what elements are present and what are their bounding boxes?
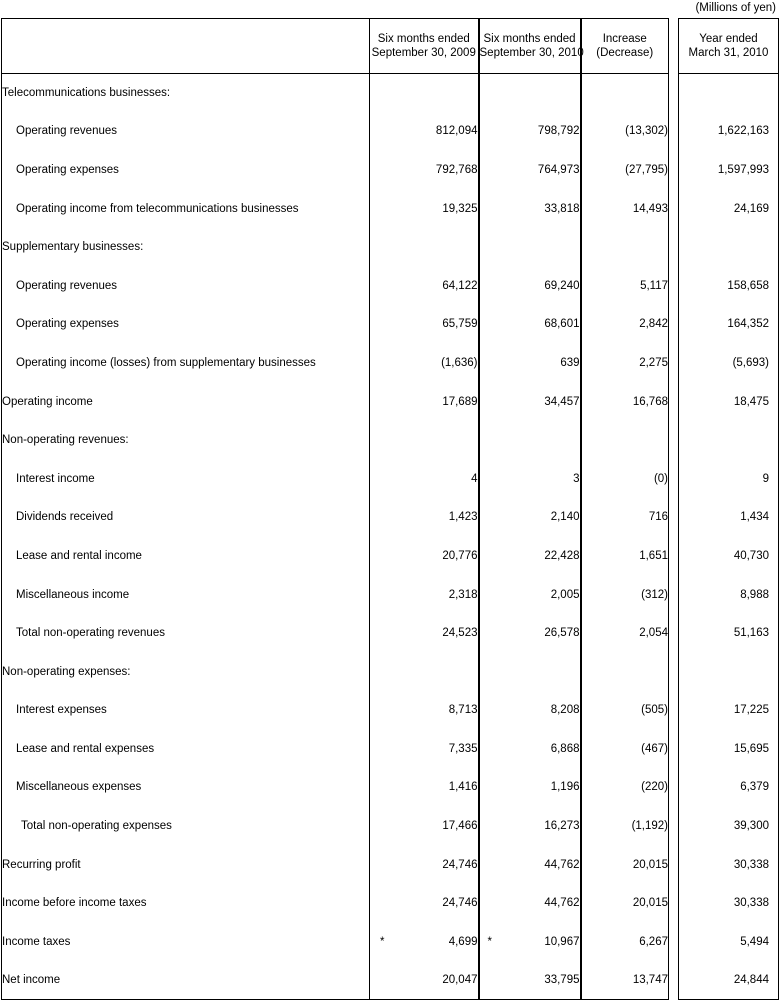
table-row (2, 228, 779, 267)
row-label (2, 305, 370, 344)
table-row (2, 691, 779, 730)
cell-year-ended-text: 30,338 (733, 858, 769, 871)
row-label (2, 768, 370, 807)
cell-increase-decrease (581, 305, 669, 344)
cell-h1-2010-text: 34,457 (544, 395, 580, 408)
row-label-text: Non-operating revenues: (2, 434, 129, 447)
cell-increase-decrease (581, 382, 669, 421)
cell-year-ended-text: 30,338 (733, 897, 769, 910)
cell-year-ended-text: 8,988 (740, 588, 769, 601)
cell-increase-decrease-text: 13,747 (632, 974, 668, 987)
table-row (2, 112, 779, 151)
row-label-text: Lease and rental expenses (16, 742, 155, 755)
cell-h1-2009 (370, 305, 479, 344)
cell-increase-decrease-text: (1,192) (631, 820, 668, 833)
cell-increase-decrease (581, 845, 669, 884)
cell-increase-decrease-text: 6,267 (639, 935, 668, 948)
cell-year-ended-text: 5,494 (740, 935, 769, 948)
cell-h1-2009-text: 7,335 (448, 742, 478, 755)
column-spacer (669, 344, 679, 383)
column-spacer (669, 459, 679, 498)
income-statement-table (1, 18, 779, 1000)
column-spacer (669, 923, 679, 962)
cell-increase-decrease (581, 344, 669, 383)
row-label-text: Operating expenses (16, 163, 119, 176)
cell-h1-2010 (479, 768, 581, 807)
column-spacer (669, 575, 679, 614)
cell-increase-decrease-text: (220) (641, 781, 668, 794)
cell-increase-decrease (581, 807, 669, 846)
cell-year-ended-text: 17,225 (733, 704, 769, 717)
cell-year-ended (679, 845, 779, 884)
row-label-text: Miscellaneous expenses (16, 781, 142, 794)
row-label-text: Operating income (2, 395, 93, 408)
footnote-asterisk: * (380, 935, 385, 948)
column-spacer (669, 74, 679, 113)
cell-increase-decrease (581, 575, 669, 614)
header-cell-label (2, 19, 370, 74)
cell-year-ended-text: 51,163 (733, 627, 769, 640)
cell-h1-2009 (370, 112, 479, 151)
cell-h1-2010-text: 22,428 (544, 549, 580, 562)
cell-h1-2009 (370, 189, 479, 228)
cell-h1-2009 (370, 730, 479, 769)
row-label-text: Operating revenues (16, 125, 118, 138)
cell-h1-2009-text: 65,759 (442, 318, 478, 331)
cell-h1-2010-text: 44,762 (544, 897, 580, 910)
table-row (2, 266, 779, 305)
cell-h1-2010-text: 10,967 (544, 935, 580, 948)
row-label (2, 382, 370, 421)
cell-increase-decrease-text: (27,795) (625, 163, 668, 176)
cell-increase-decrease-text: 20,015 (632, 897, 668, 910)
table-row (2, 74, 779, 113)
row-label-text: Income taxes (2, 935, 71, 948)
cell-h1-2009 (370, 652, 479, 691)
table-row (2, 807, 779, 846)
row-label-text: Total non-operating expenses (21, 820, 172, 833)
cell-increase-decrease (581, 112, 669, 151)
column-spacer (669, 151, 679, 190)
cell-increase-decrease-text: 2,275 (639, 356, 668, 369)
row-label-text: Recurring profit (2, 858, 81, 871)
cell-year-ended-text: 18,475 (733, 395, 769, 408)
cell-h1-2010-text: 33,795 (544, 974, 580, 987)
cell-year-ended-text: 1,622,163 (717, 125, 769, 138)
cell-h1-2009-text: 17,689 (442, 395, 478, 408)
header-line: September 30, 2010 (479, 47, 584, 59)
cell-h1-2009 (370, 884, 479, 923)
cell-h1-2009 (370, 266, 479, 305)
row-label (2, 459, 370, 498)
cell-h1-2010 (479, 74, 581, 113)
table-row (2, 344, 779, 383)
column-spacer (669, 884, 679, 923)
column-spacer (669, 730, 679, 769)
header-cell-h1-2010 (479, 19, 584, 74)
cell-h1-2009-text: 1,416 (448, 781, 478, 794)
cell-h1-2010 (479, 498, 581, 537)
cell-year-ended-text: 24,844 (733, 974, 769, 987)
income-statement-table-frame (1, 18, 778, 987)
cell-increase-decrease-text: (13,302) (625, 125, 668, 138)
footnote-asterisk: * (487, 935, 492, 948)
cell-h1-2009-text: (1,636) (441, 356, 478, 369)
cell-h1-2010 (479, 691, 581, 730)
cell-h1-2010-text: 1,196 (550, 781, 580, 794)
table-row (2, 498, 779, 537)
row-label (2, 923, 370, 962)
row-label (2, 421, 370, 460)
cell-h1-2010 (479, 961, 581, 1000)
cell-h1-2010-text: 26,578 (544, 627, 580, 640)
header-line: Six months ended (377, 33, 470, 45)
row-label (2, 845, 370, 884)
table-row (2, 151, 779, 190)
cell-h1-2009-text: 20,776 (442, 549, 478, 562)
row-label (2, 614, 370, 653)
cell-h1-2010 (479, 344, 581, 383)
cell-h1-2009 (370, 498, 479, 537)
row-label-text: Operating income from telecommunications businesses (16, 202, 299, 215)
column-spacer (669, 691, 679, 730)
cell-h1-2010 (479, 575, 581, 614)
cell-increase-decrease-text: 716 (648, 511, 668, 524)
row-label (2, 151, 370, 190)
column-spacer (669, 189, 679, 228)
row-label (2, 730, 370, 769)
cell-h1-2009 (370, 961, 479, 1000)
table-row (2, 768, 779, 807)
column-spacer (669, 498, 679, 537)
row-label-text: Income before income taxes (2, 897, 147, 910)
cell-h1-2009 (370, 691, 479, 730)
cell-h1-2010-text: 2,005 (550, 588, 580, 601)
cell-h1-2009 (370, 923, 479, 962)
cell-h1-2009-text: 24,746 (442, 858, 478, 871)
row-label-text: Net income (2, 974, 61, 987)
cell-year-ended-text: (5,693) (732, 356, 769, 369)
cell-h1-2009-text: 24,523 (442, 627, 478, 640)
column-spacer (669, 228, 679, 267)
cell-h1-2009 (370, 151, 479, 190)
cell-h1-2009 (370, 845, 479, 884)
cell-h1-2009 (370, 807, 479, 846)
row-label-text: Non-operating expenses: (2, 665, 131, 678)
cell-h1-2010-text: 44,762 (544, 858, 580, 871)
cell-year-ended-text: 15,695 (733, 742, 769, 755)
table-row (2, 189, 779, 228)
cell-h1-2009-text: 1,423 (448, 511, 478, 524)
cell-year-ended (679, 614, 779, 653)
cell-increase-decrease-text: 1,651 (639, 549, 668, 562)
cell-increase-decrease (581, 537, 669, 576)
cell-h1-2010-text: 68,601 (544, 318, 580, 331)
header-line: Year ended (699, 33, 758, 45)
cell-year-ended (679, 266, 779, 305)
table-row (2, 845, 779, 884)
cell-year-ended-text: 1,597,993 (717, 163, 769, 176)
cell-h1-2009 (370, 459, 479, 498)
cell-year-ended (679, 730, 779, 769)
row-label-text: Dividends received (16, 511, 114, 524)
cell-year-ended-text: 40,730 (733, 549, 769, 562)
cell-h1-2010 (479, 266, 581, 305)
column-spacer (669, 19, 679, 74)
cell-increase-decrease-text: 5,117 (640, 279, 668, 292)
row-label-text: Interest income (16, 472, 95, 485)
cell-increase-decrease (581, 614, 669, 653)
cell-h1-2010-text: 639 (560, 356, 580, 369)
cell-increase-decrease (581, 421, 669, 460)
cell-h1-2010 (479, 382, 581, 421)
cell-h1-2010-text: 33,818 (544, 202, 580, 215)
cell-h1-2010 (479, 537, 581, 576)
header-cell-year-ended (679, 19, 779, 74)
cell-h1-2010 (479, 112, 581, 151)
cell-increase-decrease-text: (467) (641, 742, 668, 755)
cell-year-ended (679, 344, 779, 383)
cell-h1-2010 (479, 923, 581, 962)
cell-h1-2010-text: 798,792 (537, 125, 580, 138)
cell-h1-2010 (479, 189, 581, 228)
cell-h1-2010 (479, 614, 581, 653)
header-line: September 30, 2009 (371, 47, 476, 59)
cell-increase-decrease (581, 730, 669, 769)
cell-year-ended (679, 807, 779, 846)
cell-h1-2009-text: 792,768 (435, 163, 478, 176)
cell-year-ended-text: 24,169 (733, 202, 769, 215)
row-label-text: Total non-operating revenues (16, 627, 165, 640)
cell-increase-decrease (581, 74, 669, 113)
column-spacer (669, 652, 679, 691)
cell-h1-2009 (370, 421, 479, 460)
cell-year-ended (679, 151, 779, 190)
cell-h1-2009 (370, 382, 479, 421)
cell-increase-decrease-text: 2,054 (639, 627, 668, 640)
cell-h1-2010-text: 16,273 (544, 820, 580, 833)
column-spacer (669, 614, 679, 653)
row-label (2, 189, 370, 228)
column-spacer (669, 382, 679, 421)
cell-year-ended (679, 691, 779, 730)
cell-year-ended-text: 1,434 (740, 511, 769, 524)
cell-increase-decrease (581, 228, 669, 267)
cell-h1-2009-text: 20,047 (442, 974, 478, 987)
cell-increase-decrease (581, 266, 669, 305)
units-caption: (Millions of yen) (695, 2, 776, 14)
header-row (2, 19, 779, 74)
cell-year-ended-text: 9 (762, 472, 769, 485)
cell-h1-2010-text: 764,973 (537, 163, 580, 176)
header-line: March 31, 2010 (688, 47, 769, 59)
table-row (2, 923, 779, 962)
cell-increase-decrease (581, 961, 669, 1000)
table-row (2, 652, 779, 691)
cell-h1-2010-text: 2,140 (550, 511, 580, 524)
cell-year-ended (679, 189, 779, 228)
table-row (2, 884, 779, 923)
row-label (2, 652, 370, 691)
cell-increase-decrease-text: 20,015 (632, 858, 668, 871)
row-label (2, 691, 370, 730)
cell-h1-2009-text: 8,713 (448, 704, 478, 717)
cell-increase-decrease (581, 498, 669, 537)
table-row (2, 305, 779, 344)
column-spacer (669, 112, 679, 151)
cell-increase-decrease (581, 652, 669, 691)
cell-year-ended (679, 112, 779, 151)
cell-h1-2010 (479, 151, 581, 190)
cell-h1-2010 (479, 228, 581, 267)
cell-increase-decrease (581, 691, 669, 730)
cell-year-ended-text: 164,352 (727, 318, 769, 331)
cell-year-ended (679, 961, 779, 1000)
row-label (2, 575, 370, 614)
row-label-text: Miscellaneous income (16, 588, 130, 601)
table-row (2, 614, 779, 653)
cell-increase-decrease-text: 14,493 (632, 202, 668, 215)
cell-h1-2009-text: 64,122 (442, 279, 478, 292)
cell-year-ended (679, 74, 779, 113)
cell-h1-2009 (370, 768, 479, 807)
cell-h1-2009 (370, 537, 479, 576)
cell-increase-decrease (581, 768, 669, 807)
header-line: (Decrease) (596, 47, 654, 59)
row-label-text: Supplementary businesses: (2, 241, 144, 254)
row-label-text: Operating revenues (16, 279, 118, 292)
cell-h1-2009-text: 4 (471, 472, 478, 485)
row-label-text: Telecommunications businesses: (2, 87, 171, 100)
cell-increase-decrease (581, 923, 669, 962)
table-row (2, 382, 779, 421)
cell-h1-2010 (479, 807, 581, 846)
cell-h1-2009 (370, 344, 479, 383)
cell-h1-2010 (479, 305, 581, 344)
cell-h1-2010 (479, 459, 581, 498)
cell-h1-2009-text: 24,746 (442, 897, 478, 910)
table-row (2, 730, 779, 769)
cell-year-ended (679, 421, 779, 460)
table-row (2, 421, 779, 460)
row-label (2, 266, 370, 305)
row-label (2, 807, 370, 846)
column-spacer (669, 961, 679, 1000)
cell-h1-2010 (479, 652, 581, 691)
cell-h1-2010-text: 3 (573, 472, 580, 485)
table-header (2, 19, 779, 74)
cell-year-ended (679, 923, 779, 962)
row-label (2, 228, 370, 267)
cell-increase-decrease-text: (505) (641, 704, 668, 717)
cell-year-ended (679, 498, 779, 537)
row-label (2, 112, 370, 151)
row-label-text: Operating expenses (16, 318, 119, 331)
column-spacer (669, 305, 679, 344)
cell-year-ended-text: 6,379 (740, 781, 769, 794)
row-label (2, 498, 370, 537)
row-label-text: Operating income (losses) from supplementary businesses (16, 356, 316, 369)
header-cell-h1-2009 (370, 19, 479, 74)
cell-year-ended-text: 39,300 (733, 820, 769, 833)
header-line: Increase (602, 33, 647, 45)
cell-year-ended (679, 228, 779, 267)
cell-year-ended (679, 884, 779, 923)
cell-h1-2009-text: 17,466 (442, 820, 478, 833)
column-spacer (669, 537, 679, 576)
cell-h1-2009-text: 4,699 (448, 935, 478, 948)
column-spacer (669, 807, 679, 846)
table-row (2, 961, 779, 1000)
cell-increase-decrease (581, 459, 669, 498)
row-label-text: Interest expenses (16, 704, 107, 717)
table-row (2, 459, 779, 498)
cell-increase-decrease-text: (0) (653, 472, 668, 485)
column-spacer (669, 768, 679, 807)
row-label (2, 344, 370, 383)
cell-h1-2010-text: 69,240 (544, 279, 580, 292)
row-label (2, 884, 370, 923)
cell-h1-2009 (370, 228, 479, 267)
cell-h1-2010 (479, 884, 581, 923)
row-label (2, 961, 370, 1000)
cell-h1-2010-text: 6,868 (550, 742, 580, 755)
row-label-text: Lease and rental income (16, 549, 142, 562)
cell-h1-2009-text: 19,325 (442, 202, 478, 215)
cell-year-ended-text: 158,658 (727, 279, 769, 292)
cell-increase-decrease (581, 189, 669, 228)
cell-increase-decrease (581, 151, 669, 190)
cell-increase-decrease-text: 16,768 (632, 395, 668, 408)
cell-h1-2010 (479, 845, 581, 884)
header-cell-increase-decrease (581, 19, 669, 74)
cell-year-ended (679, 305, 779, 344)
cell-h1-2009-text: 2,318 (448, 588, 478, 601)
cell-increase-decrease (581, 884, 669, 923)
cell-h1-2009 (370, 575, 479, 614)
cell-year-ended (679, 537, 779, 576)
cell-h1-2010-text: 8,208 (550, 704, 580, 717)
row-label (2, 537, 370, 576)
column-spacer (669, 266, 679, 305)
cell-h1-2009 (370, 74, 479, 113)
row-label (2, 74, 370, 113)
cell-h1-2010 (479, 421, 581, 460)
cell-h1-2009-text: 812,094 (435, 125, 478, 138)
table-row (2, 537, 779, 576)
cell-h1-2009 (370, 614, 479, 653)
cell-increase-decrease-text: (312) (641, 588, 668, 601)
cell-year-ended (679, 575, 779, 614)
cell-year-ended (679, 652, 779, 691)
column-spacer (669, 421, 679, 460)
cell-h1-2010 (479, 730, 581, 769)
cell-increase-decrease-text: 2,842 (639, 318, 668, 331)
column-spacer (669, 845, 679, 884)
table-row (2, 575, 779, 614)
cell-year-ended (679, 768, 779, 807)
header-line: Six months ended (483, 33, 576, 45)
cell-year-ended (679, 382, 779, 421)
cell-year-ended (679, 459, 779, 498)
table-body (2, 74, 779, 1000)
